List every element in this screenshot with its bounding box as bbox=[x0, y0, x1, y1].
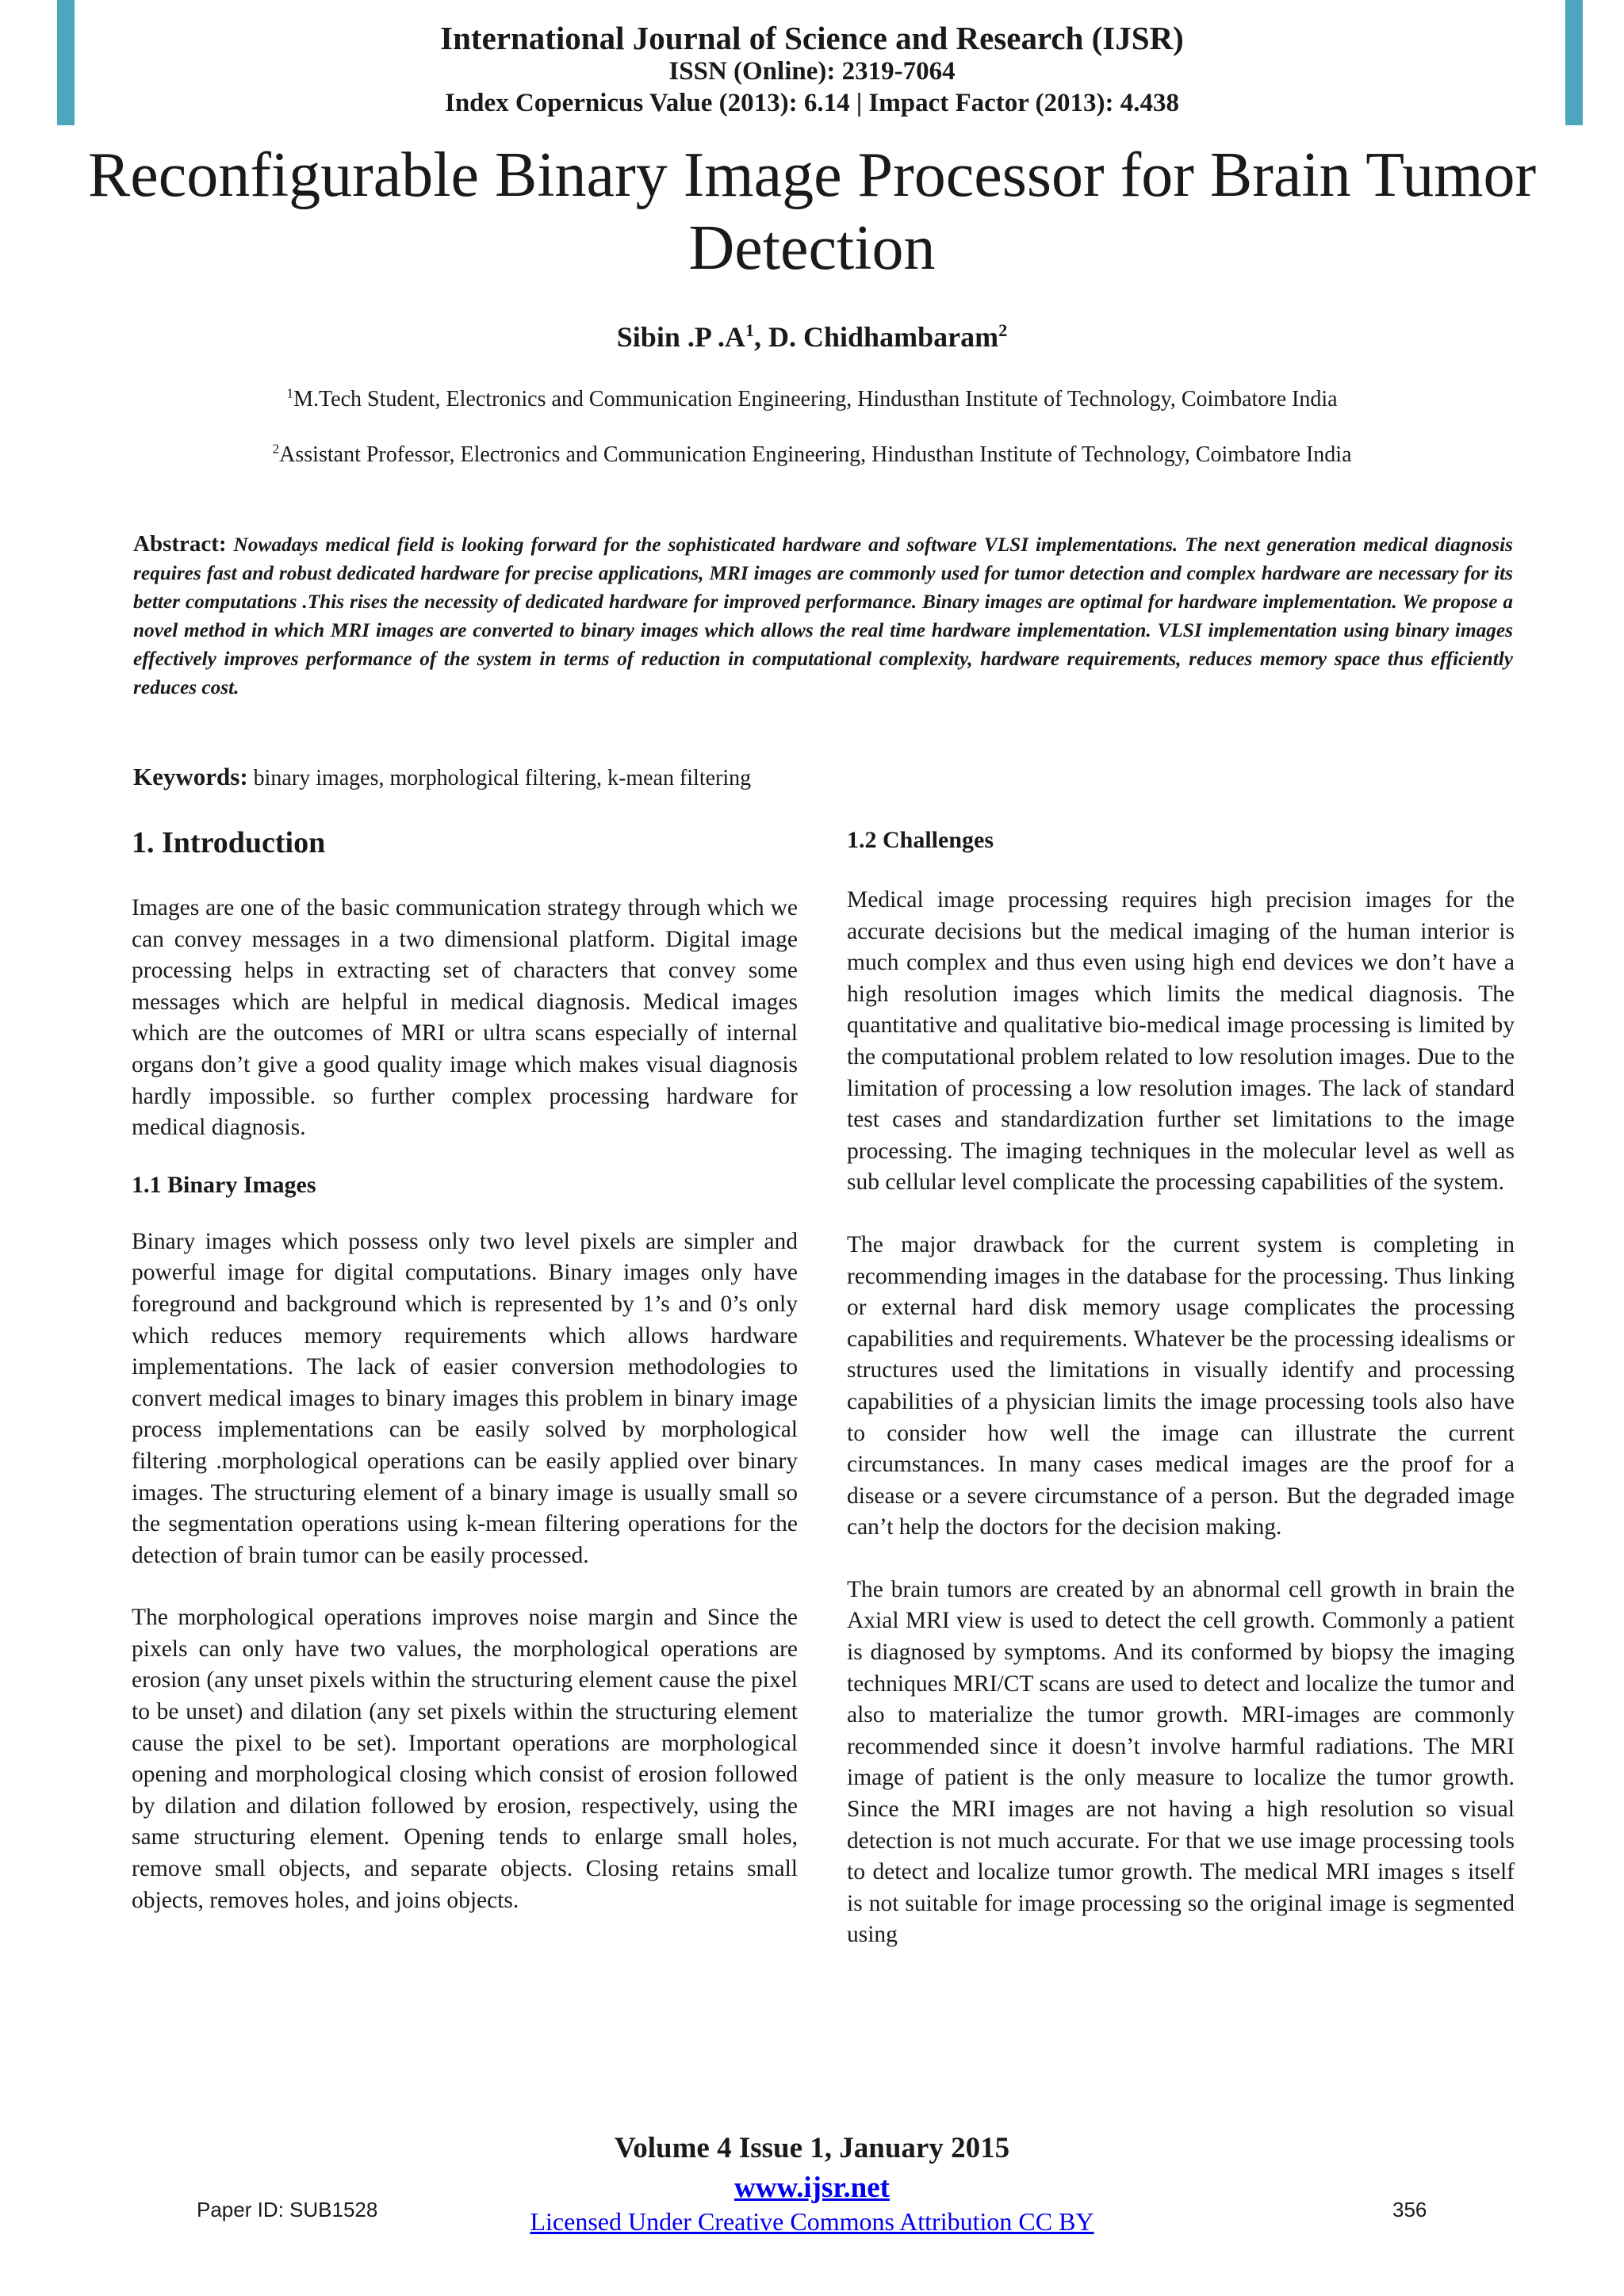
volume-issue: Volume 4 Issue 1, January 2015 bbox=[614, 2132, 1010, 2164]
authors bbox=[0, 320, 1624, 354]
affiliation-1-sup: 1 bbox=[286, 385, 294, 401]
affiliation-1-text: M.Tech Student, Electronics and Communication Engineering, Hindusthan Institute of Technology, Coimbatore India bbox=[293, 387, 1338, 411]
affiliation-1 bbox=[0, 387, 1624, 412]
challenges-paragraph-3: The brain tumors are created by an abnormal cell growth in brain the Axial MRI view is used to detect the cell growth. Commonly a patient is diagnosed by symptoms. And its conformed by biopsy the imaging techniques MRI/CT scans are used to detect and localize the tumor and also to materialize the tumor growth. MRI-images are commonly recommended since it doesn’t involve harmful radiations. The MRI image of patient is the only measure to localize the tumor growth. Since the MRI images are not having a high resolution so visual detection is not much accurate. For that we use image processing tools to detect and localize tumor growth. The medical MRI images s itself is not suitable for image processing so the original image is segmented using bbox=[847, 1576, 1515, 1948]
challenges-paragraph-2: The major drawback for the current system is completing in recommending images in the database for the processing. Thus linking or external hard disk memory usage complicates the processing capabilities and requirements. Whatever be the processing idealisms or structures used the limitations in visually identify and processing capabilities of a physician limits the image processing tools also have to consider how well the image can illustrate the current circumstances. In many cases medical images are the proof for a disease or a severe circumstance of a person. But the degraded image can’t help the doctors for the decision making. bbox=[847, 1231, 1515, 1540]
journal-name: International Journal of Science and Research (IJSR) bbox=[440, 20, 1184, 56]
issn: ISSN (Online): 2319-7064 bbox=[668, 57, 956, 86]
page-number: 356 bbox=[1392, 2198, 1427, 2221]
keywords-label: Keywords: bbox=[133, 763, 248, 790]
author-2: D. Chidhambaram bbox=[768, 321, 999, 353]
affiliation-2-text: Assistant Professor, Electronics and Communication Engineering, Hindusthan Institute of Technology, Coimbatore India bbox=[279, 442, 1352, 467]
keywords-text: binary images, morphological filtering, k-mean filtering bbox=[253, 766, 752, 790]
challenges-heading: 1.2 Challenges bbox=[847, 827, 994, 853]
author-separator: , bbox=[754, 321, 769, 353]
abstract bbox=[133, 530, 1513, 702]
index-impact: Index Copernicus Value (2013): 6.14 | Impact Factor (2013): 4.438 bbox=[444, 89, 1180, 117]
left-column bbox=[132, 823, 798, 1916]
binary-images-paragraph-2: The morphological operations improves noise margin and Since the pixels can only have two values, the morphological operations are erosion (any unset pixels within the structuring element cause the pixel to be unset) and dilation (any set pixels within the structuring element cause the pixel to be set). Important operations are morphological opening and morphological closing which consist of erosion followed by dilation and dilation followed by erosion, respectively, using the same structuring element. Opening tends to enlarge small holes, remove small objects, and separate objects. Closing retains small objects, removes holes, and joins objects. bbox=[132, 1605, 798, 1913]
abstract-label: Abstract: bbox=[133, 531, 227, 557]
binary-images-paragraph-1: Binary images which possess only two level pixels are simpler and powerful image for digital computations. Binary images only have foreground and background which is represented by 1’s and 0’s only which reduces memory requirements which allows hardware implementations. The lack of easier conversion methodologies to convert medical images to binary images this problem in binary image process implementations can be easily solved by morphological filtering .morphological operations can be easily applied over binary images. The structuring element of a binary image is usually small so the segmentation operations using k-mean filtering operations for the detection of brain tumor can be easily processed. bbox=[132, 1228, 798, 1568]
keywords bbox=[133, 763, 1513, 791]
affiliation-2-sup: 2 bbox=[272, 441, 280, 457]
binary-images-heading: 1.1 Binary Images bbox=[132, 1171, 316, 1198]
author-1: Sibin .P .A bbox=[616, 321, 745, 353]
paper-id: Paper ID: SUB1528 bbox=[197, 2198, 378, 2221]
challenges-paragraph-1: Medical image processing requires high precision images for the accurate decisions but the medical imaging of the human interior is much complex and thus even using high end devices we don’t have a high resolution images which limits the medical diagnosis. The quantitative and qualitative bio-medical image processing is limited by the computational problem related to low resolution images. Due to the limitation of processing a low resolution images. The lack of standard test cases and standardization further set limitations to the image processing. The imaging techniques in the molecular level as well as sub cellular level complicate the processing capabilities of the system. bbox=[847, 887, 1515, 1196]
journal-website-link[interactable]: www.ijsr.net bbox=[734, 2172, 890, 2204]
abstract-text: Nowadays medical field is looking forward for the sophisticated hardware and software VLSI implementations. The next generation medical diagnosis requires fast and robust dedicated hardware for precise applications, MRI images are commonly used for tumor detection and complex hardware are necessary for its better computations .This rises the necessity of dedicated hardware for improved performance. Binary images are optimal for hardware implementation. We propose a novel method in which MRI images are converted to binary images which allows the real time hardware implementation. VLSI implementation using binary images effectively improves performance of the system in terms of reduction in computational complexity, hardware requirements, reduces memory space thus efficiently reduces cost. bbox=[133, 534, 1513, 698]
affiliation-2 bbox=[0, 442, 1624, 468]
author-1-sup: 1 bbox=[745, 320, 755, 340]
paper-title: Reconfigurable Binary Image Processor for Brain Tumor Detection bbox=[87, 140, 1537, 283]
license-link[interactable]: Licensed Under Creative Commons Attribution CC BY bbox=[530, 2207, 1094, 2236]
intro-heading: 1. Introduction bbox=[132, 826, 326, 859]
author-2-sup: 2 bbox=[998, 320, 1008, 340]
intro-paragraph: Images are one of the basic communication strategy through which we can convey messages in a two dimensional platform. Digital image processing helps in extracting set of characters that convey some messages which are helpful in medical diagnosis. Medical images which are the outcomes of MRI or ultra scans especially of internal organs don’t give a good quality image which makes visual diagnosis hardly impossible. so further complex processing hardware for medical diagnosis. bbox=[132, 895, 798, 1141]
right-column bbox=[847, 823, 1515, 1951]
